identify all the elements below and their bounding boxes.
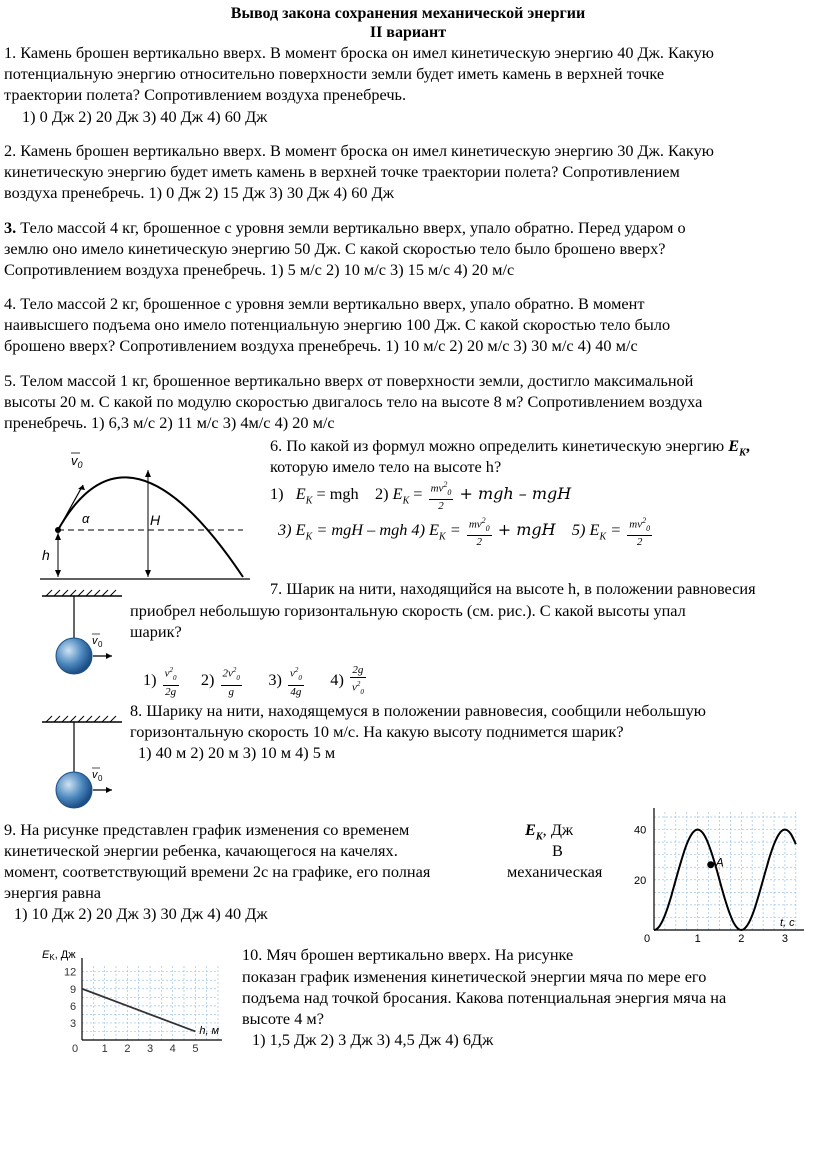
question-1-line-2: потенциальную энергию относительно поверхности земли будет иметь камень в верхней точке [4, 64, 665, 83]
q9-ek-unit: , Дж [542, 820, 574, 839]
x-tick-label: 2 [124, 1043, 131, 1055]
question-4-line-1: 4. Тело массой 2 кг, брошенное с уровня земли вертикально вверх, упало обратно. В момент [4, 294, 645, 313]
y-tick-label: 20 [634, 874, 647, 887]
projectile-figure [38, 445, 258, 585]
option-4-fraction: $\frac{mv^2_0}{2}$ [468, 516, 490, 548]
x-tick-label: 2 [738, 933, 745, 944]
option-1-e: E [295, 484, 306, 504]
kinetic-energy-height-chart [38, 946, 228, 1062]
option-3-label: 3) E [278, 520, 306, 540]
question-9-line-2: кинетической энергии ребенка, качающегося на качелях. [4, 841, 398, 860]
question-3-line-3: Сопротивлением воздуха пренебречь. 1) 5 м/с 2) 10 м/с 3) 15 м/с 4) 20 м/с [4, 260, 515, 279]
question-3-line-1-text: Тело массой 4 кг, брошенное с уровня земли вертикально вверх, упало обратно. Перед ударом о [16, 218, 686, 237]
q7-answer-2-label: 2) [200, 670, 215, 689]
question-1-answers: 1) 0 Дж 2) 20 Дж 3) 40 Дж 4) 60 Дж [22, 107, 268, 126]
variant-label: II вариант [369, 24, 447, 41]
question-3-number: 3. [4, 218, 17, 237]
x-tick-label: 1 [101, 1043, 108, 1055]
x-tick-label: 4 [169, 1043, 176, 1055]
chart-1-point-a [707, 861, 714, 868]
chart-1-x-axis-label: t, c [780, 917, 795, 929]
question-7-line-3: шарик? [130, 622, 182, 641]
option-2-label: 2) [374, 484, 389, 504]
question-1-line-3: траектории полета? Сопротивлением воздуха пренебречь. [4, 85, 407, 104]
option-2-tail: + mgh – mgH [459, 484, 572, 504]
y-tick-label: 9 [70, 983, 77, 996]
H-label: H [150, 512, 161, 528]
q9-ek-symbol: E [525, 820, 536, 839]
y-tick-label: 3 [70, 1017, 77, 1030]
svg-text:v: v [92, 635, 98, 647]
svg-text:0: 0 [98, 774, 103, 783]
question-6-options-row-1: 1) $E_K$ = mgh 2) $E_K$ = $\frac{mv^2_0}{2}$ + mgh – mgH [270, 480, 572, 512]
question-5-line-3: пренебречь. 1) 6,3 м/с 2) 11 м/с 3) 4м/с 4) 20 м/с [4, 413, 335, 432]
svg-text:0: 0 [98, 640, 103, 649]
kinetic-energy-time-chart [632, 806, 808, 944]
question-3-line-2: землю оно имело кинетическую энергию 50 Дж. С какой скоростью тело было брошено вверх? [4, 239, 666, 258]
option-5-fraction: $\frac{mv^2_0}{2}$ [629, 516, 651, 548]
question-2-line-2: кинетическую энергию будет иметь камень в верхней точке траектории полета? Сопротивлением [4, 162, 680, 181]
question-10-line-2: показан график изменения кинетической энергии мяча по мере его [242, 967, 707, 986]
q7-answer-4: $\frac{2g}{v^2_0}$ [351, 663, 364, 696]
velocity-arrow [58, 485, 83, 530]
chart-1-grid [654, 812, 798, 930]
ball [56, 638, 92, 674]
ek-sub: К [739, 447, 746, 459]
q7-answer-3: $\frac{v^2_0}{4g}$ [289, 665, 302, 698]
question-7-answers [143, 660, 368, 700]
question-4-line-3: брошено вверх? Сопротивлением воздуха пренебречь. 1) 10 м/с 2) 20 м/с 3) 30 м/с 4) 40 м/с [4, 336, 638, 355]
x-tick-label: 0 [644, 933, 651, 944]
ek-comma: , [745, 436, 750, 455]
y-tick-label: 40 [634, 824, 647, 837]
question-3-line-1 [4, 217, 686, 238]
question-9-v: В [552, 841, 563, 860]
question-10-line-1: 10. Мяч брошен вертикально вверх. На рисунке [242, 945, 574, 964]
question-8-answers: 1) 40 м 2) 20 м 3) 10 м 4) 5 м [138, 743, 336, 762]
question-8-line-2: горизонтальную скорость 10 м/с. На какую высоту поднимется шарик? [130, 722, 624, 741]
pendulum-figure-2 [40, 714, 130, 810]
question-1-line-1: 1. Камень брошен вертикально вверх. В момент броска он имел кинетическую энергию 40 Дж. Какую [4, 43, 714, 62]
option-4-sub: K [439, 531, 446, 543]
chart-2-y-axis-label: EK, Дж [42, 949, 76, 962]
chart-2-x-axis-label: h, м [199, 1025, 220, 1037]
x-tick-label: 0 [72, 1043, 79, 1055]
question-6-line-2: которую имело тело на высоте h? [270, 457, 502, 476]
y-tick-label: 6 [70, 1000, 77, 1013]
q7-answer-1-label: 1) [143, 670, 157, 689]
q7-answer-1: $\frac{v^2_0}{2g}$ [164, 665, 177, 698]
page-title: Вывод закона сохранения механической энергии [230, 5, 586, 22]
question-5-line-2: высоты 20 м. С какой по модулю скоростью двигалось тело на высоте 8 м? Сопротивлением воздуха [4, 392, 703, 411]
option-3-sub: K [305, 531, 313, 543]
question-6-options-row-2: 3) $E_K$ = mgH – mgh 4) $E_K$ = $\frac{mv^2_0}{2}$ + mgH 5) $E_K$ = $\frac{mv^2_0}{2}$ [278, 516, 651, 548]
question-9-line-1: 9. На рисунке представлен график изменения со временем [4, 820, 410, 839]
v0-label: $v_0$ [71, 453, 83, 470]
x-tick-label: 3 [781, 933, 789, 944]
question-9-line-4: энергия равна [4, 883, 102, 902]
x-tick-label: 1 [694, 933, 701, 944]
question-10-line-4: высоте 4 м? [242, 1009, 324, 1028]
alpha-label: α [82, 511, 90, 526]
question-7-line-1: 7. Шарик на нити, находящийся на высоте h, в положении равновесия [270, 579, 756, 598]
question-9-answers: 1) 10 Дж 2) 20 Дж 3) 30 Дж 4) 40 Дж [14, 904, 268, 923]
x-tick-label: 5 [192, 1043, 199, 1055]
q7-answer-3-label: 3) [268, 670, 282, 689]
h-label: h [42, 547, 50, 563]
question-4-line-2: наивысшего подъема оно имело потенциальную энергию 100 Дж. С какой скоростью тело было [4, 315, 671, 334]
svg-text:v: v [92, 769, 98, 781]
question-2-line-3: воздуха пренебречь. 1) 0 Дж 2) 15 Дж 3) 30 Дж 4) 60 Дж [4, 183, 394, 202]
question-5-line-1: 5. Телом массой 1 кг, брошенное вертикально вверх от поверхности земли, достигло максимальной [4, 371, 694, 390]
option-1-sub: K [305, 495, 313, 507]
option-1-label: 1) [270, 484, 284, 504]
x-tick-label: 3 [147, 1043, 154, 1055]
option-2-e: E [392, 484, 403, 504]
question-7-line-2: приобрел небольшую горизонтальную скорость (см. рис.). С какой высоты упал [130, 601, 686, 620]
q9-ek-sub: К [535, 831, 543, 843]
question-10-answers: 1) 1,5 Дж 2) 3 Дж 3) 4,5 Дж 4) 6Дж [252, 1030, 494, 1049]
q7-answer-2: $\frac{2v^2_0}{g}$ [222, 665, 240, 698]
option-2-sub: K [402, 495, 410, 507]
chart-2-grid [82, 966, 218, 1040]
chart-1-tick-labels [634, 825, 788, 944]
q7-answer-4-label: 4) [330, 670, 344, 689]
ball [56, 772, 92, 808]
option-5-label: 5) E [571, 520, 600, 540]
option-2-fraction: $\frac{mv^2_0}{2}$ [430, 480, 452, 512]
question-9-mech: механическая [507, 862, 603, 881]
option-1-rest: = mgh [312, 484, 359, 504]
chart-1-point-a-label: A [715, 855, 724, 870]
question-2-line-1: 2. Камень брошен вертикально вверх. В момент броска он имел кинетическую энергию 30 Дж. Какую [4, 141, 714, 160]
ek-symbol: E [728, 436, 740, 455]
option-3-rest: = mgH – mgh 4) E [312, 520, 440, 540]
y-tick-label: 12 [64, 966, 77, 979]
option-4-tail: + mgH [497, 520, 556, 540]
question-9-line-3: момент, соответствующий времени 2с на графике, его полная [4, 862, 431, 881]
option-5-sub: K [599, 531, 607, 543]
question-9-ek-label [525, 819, 573, 847]
question-8-line-1: 8. Шарику на нити, находящемуся в положении равновесия, сообщили небольшую [130, 701, 706, 720]
question-10-line-3: подъема над точкой бросания. Какова потенциальная энергия мяча на [242, 988, 727, 1007]
pendulum-figure-1 [40, 588, 130, 680]
question-6-text: 6. По какой из формул можно определить кинетическую энергию [270, 436, 729, 455]
